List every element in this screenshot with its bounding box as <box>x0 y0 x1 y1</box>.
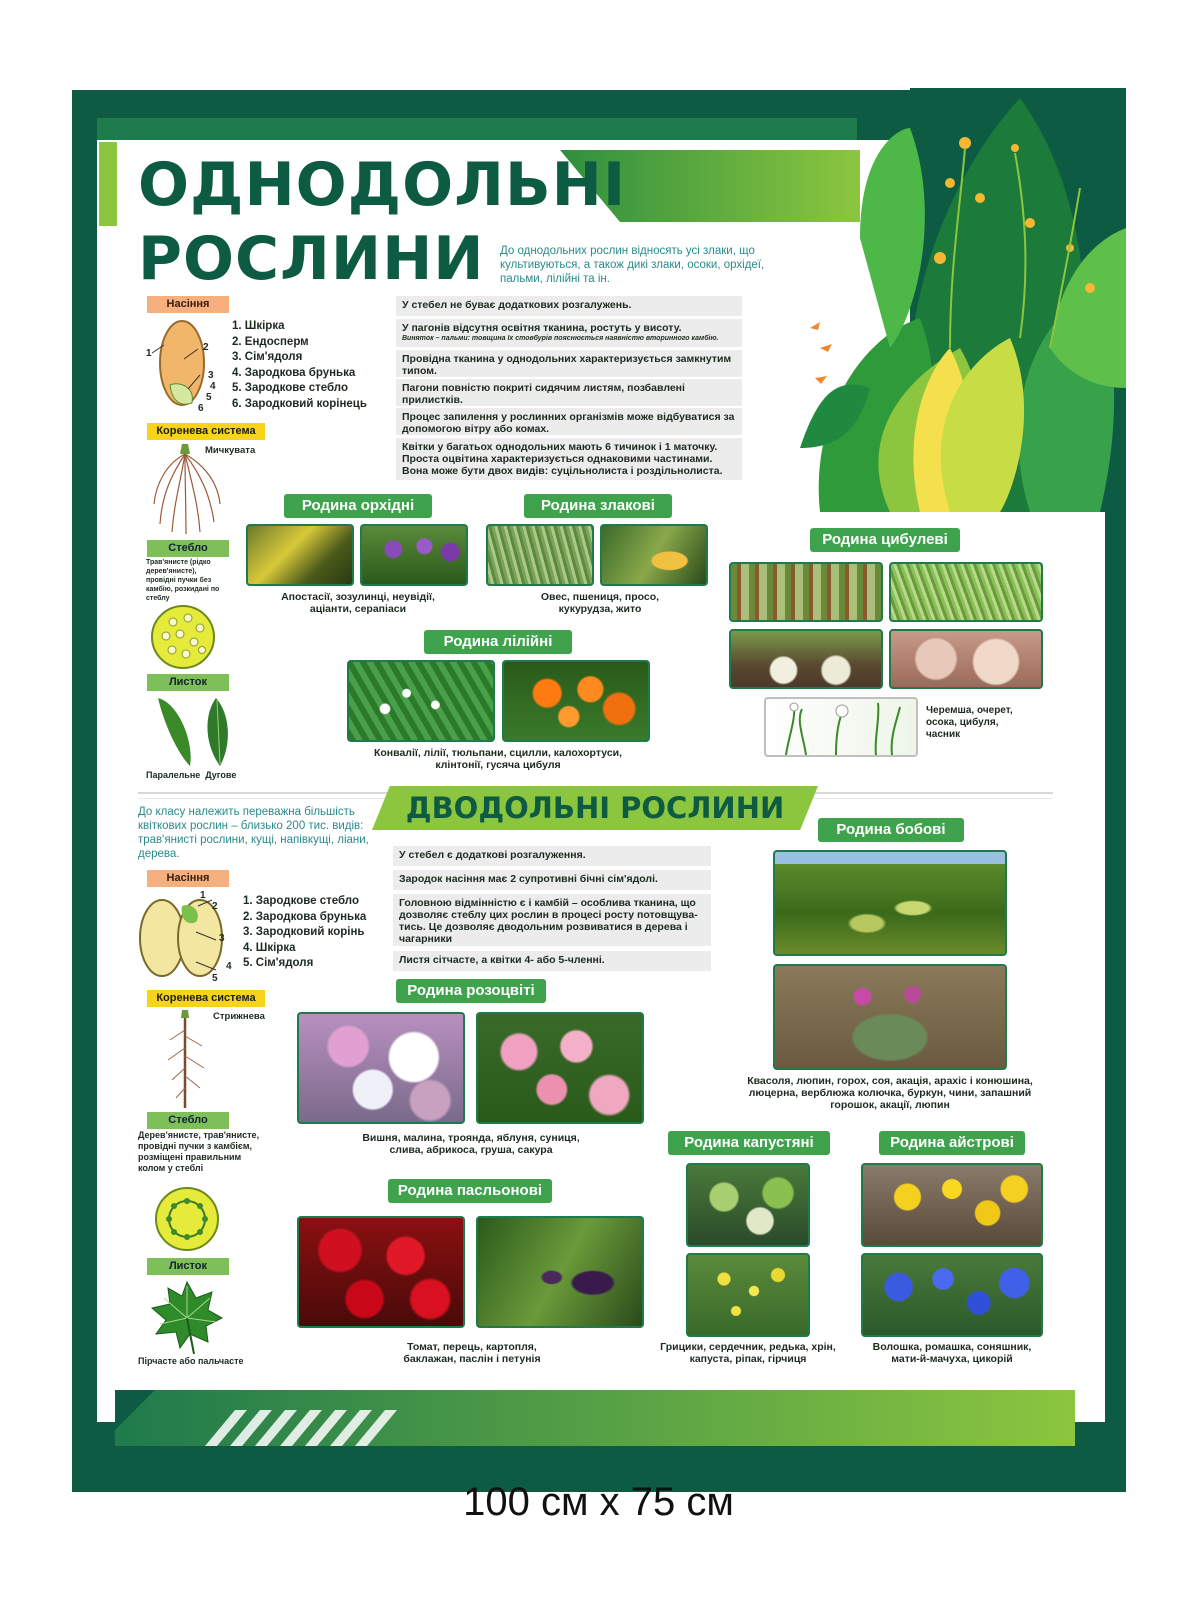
cabbage-photo-1 <box>686 1163 810 1247</box>
lily-caption: Конвалії, лілії, тюльпани, сцилли, калохортуси, клінтонії, гусяча цибуля <box>373 747 623 771</box>
dicot-seed-num-3: 3 <box>219 933 225 944</box>
foliage-illustration <box>800 88 1126 512</box>
grass-caption: Овес, пшениця, просо, кукурудза, жито <box>540 591 660 615</box>
family-lily-label: Родина лілійні <box>424 630 572 654</box>
dicot-seed-num-4: 4 <box>226 961 232 972</box>
rose-caption: Вишня, малина, троянда, яблуня, суниця, слива, абрикоса, груша, сакура <box>362 1132 580 1156</box>
monocot-seed-badge: Насіння <box>147 296 229 313</box>
monocot-seed-num-2: 2 <box>203 342 209 353</box>
dicot-leaf-icon <box>150 1278 224 1354</box>
list-item: 5. Зародкове стебло <box>232 382 348 394</box>
nightshade-photo-1 <box>297 1216 465 1328</box>
lily-photo-1 <box>347 660 495 742</box>
legume-caption: Квасоля, люпин, горох, соя, акація, арахіс і конюшина, люцерна, верблюжа колючка, буркун, чини, запашний горошок, акації, люпин <box>747 1075 1033 1111</box>
onion-photo-1 <box>729 562 883 622</box>
dicot-stem-crosssection-icon <box>152 1186 222 1252</box>
list-item: 4. Шкірка <box>243 941 296 954</box>
rose-photo-2 <box>476 1012 644 1124</box>
aster-photo-1 <box>861 1163 1043 1247</box>
list-item: 5. Сім'ядоля <box>243 957 314 969</box>
dicot-root-badge: Коренева система <box>147 990 265 1007</box>
monocot-seed-num-1: 1 <box>146 348 152 359</box>
list-item: 1. Шкірка <box>232 320 285 332</box>
monocot-leaf-badge: Листок <box>147 674 229 691</box>
title-accent-bar <box>99 142 117 226</box>
top-strip <box>97 118 857 140</box>
dicot-title: ДВОДОЛЬНІ РОСЛИНИ <box>405 791 785 825</box>
monocot-stem-crosssection-icon <box>148 604 218 670</box>
list-item: 1. Зародкове стебло <box>243 895 359 907</box>
monocot-stem-text: Трав'янисте (рідко дерев'янисте), провідні пучки без камбію, розкидані по стеблу <box>146 559 220 602</box>
family-rose-label: Родина розоцвіті <box>396 979 546 1003</box>
monocot-seed-parts <box>232 319 367 412</box>
onion-photo-5 <box>764 697 918 757</box>
family-cabbage-label: Родина капустяні <box>668 1131 830 1155</box>
poster-size-label: 100 см х 75 см <box>463 1480 734 1524</box>
dicot-seed-parts <box>243 894 366 972</box>
dicot-seed-badge: Насіння <box>147 870 229 887</box>
monocot-fact-3: Провідна тканина у однодольних характеризується замкнутим типом. <box>396 350 742 377</box>
dicot-seed-num-1: 1 <box>200 890 206 901</box>
list-item: 3. Сім'ядоля <box>232 351 303 363</box>
monocot-fact-4: Пагони повністю покриті сидячим листям, позбавлені прилистків. <box>396 379 742 406</box>
onion-caption: Черемша, очерет, осока, цибуля, часник <box>926 705 1013 740</box>
monocot-seed-num-3: 3 <box>208 370 214 381</box>
dicot-stem-text: Дерев'янисте, трав'янисте, провідні пучки з камбієм, розміщені правильним колом у стеблі <box>138 1130 260 1173</box>
monocot-root-type: Мичкувата <box>205 445 256 456</box>
monocot-seed-num-5: 5 <box>206 392 212 403</box>
dicot-fact-1: У стебел є додаткові розгалуження. <box>393 846 711 866</box>
fibrous-root-icon <box>152 444 222 536</box>
family-legume-label: Родина бобові <box>818 818 964 842</box>
dicot-leaf-types: Пірчасте або пальчасте <box>138 1356 244 1366</box>
cabbage-caption: Грицики, сердечник, редька, хрін, капуста, ріпак, гірчиця <box>660 1341 836 1365</box>
list-item: 3. Зародковий корінь <box>243 926 365 938</box>
title-line-1: ОДНОДОЛЬНІ <box>138 150 627 220</box>
list-item: 6. Зародковий корінець <box>232 397 367 410</box>
legume-photo-1 <box>773 850 1007 956</box>
family-orchid-label: Родина орхідні <box>284 494 432 518</box>
monocot-leaf-icons <box>150 694 234 768</box>
monocot-seed-num-4: 4 <box>210 381 216 392</box>
monocot-seed-diagram <box>140 315 230 415</box>
lily-photo-2 <box>502 660 650 742</box>
cabbage-photo-2 <box>686 1253 810 1337</box>
dicot-fact-4: Листя сітчасте, а квітки 4- або 5-членні. <box>393 951 711 971</box>
onion-photo-2 <box>889 562 1043 622</box>
aster-photo-2 <box>861 1253 1043 1337</box>
nightshade-caption: Томат, перець, картопля, баклажан, паслін і петунія <box>403 1341 541 1365</box>
list-item: 2. Зародкова брунька <box>243 910 367 923</box>
dicot-fact-3: Головною відмінністю є і камбій – особлива тканина, що дозволяє стеблу цих рослин в процесі росту потовщува-тись. Це дозволяє дводольним розвиватися в дерева і чагарники <box>393 894 711 946</box>
dicot-seed-num-5: 5 <box>212 973 218 984</box>
title-line-2: РОСЛИНИ <box>138 224 485 294</box>
dicot-fact-2: Зародок насіння має 2 супротивні бічні сім'ядолі. <box>393 870 711 890</box>
monocot-fact-6: Квітки у багатьох однодольних мають 6 тичинок і 1 маточку. Проста оцвітина характеризується однаковими частинами. Вона може бути двох видів: суцільнолиста і роздільнолиста. <box>396 438 742 480</box>
monocot-intro: До однодольних рослин відносять усі злаки, що культивуються, а також дикі злаки, осоки, орхідеї, пальми, лілійні та ін. <box>500 245 765 285</box>
dicot-seed-num-2: 2 <box>212 901 218 912</box>
rose-photo-1 <box>297 1012 465 1124</box>
nightshade-photo-2 <box>476 1216 644 1328</box>
orchid-photo-1 <box>246 524 354 586</box>
family-onion-label: Родина цибулеві <box>810 528 960 552</box>
monocot-fact-5: Процес запилення у рослинних організмів може відбуватися за допомогою вітру або комах. <box>396 408 742 435</box>
dicot-leaf-badge: Листок <box>147 1258 229 1275</box>
grass-photo-2 <box>600 524 708 586</box>
monocot-fact-2: У пагонів відсутня освітня тканина, ростуть у висоту. Виняток – пальми: товщина їх стовбурів пояснюється наявністю вторинного камбію. <box>396 319 742 347</box>
family-grass-label: Родина злакові <box>524 494 672 518</box>
grass-photo-1 <box>486 524 594 586</box>
list-item: 2. Ендосперм <box>232 335 309 348</box>
monocot-root-badge: Коренева система <box>147 423 265 440</box>
dicot-stem-badge: Стебло <box>147 1112 229 1129</box>
family-nightshade-label: Родина пасльонові <box>388 1179 552 1203</box>
monocot-leaf-types: Паралельне Дугове <box>146 770 237 780</box>
onion-photo-3 <box>729 629 883 689</box>
list-item: 4. Зародкова брунька <box>232 366 356 379</box>
onion-photo-4 <box>889 629 1043 689</box>
orchid-caption: Апостасії, зозулинці, неувідії, аціанти, серапіаси <box>281 591 435 615</box>
monocot-seed-num-6: 6 <box>198 403 204 414</box>
monocot-fact-1: У стебел не буває додаткових розгалужень. <box>396 296 742 316</box>
tap-root-icon <box>162 1010 208 1110</box>
aster-caption: Волошка, ромашка, соняшник, мати-й-мачуха, цикорій <box>872 1341 1032 1365</box>
orchid-photo-2 <box>360 524 468 586</box>
legume-photo-2 <box>773 964 1007 1070</box>
bottom-stripes <box>115 1390 1075 1446</box>
dicot-intro: До класу належить переважна більшість квіткових рослин – близько 200 тис. видів: трав'янисті рослини, кущі, напівкущі, ліани, дерева. <box>138 806 369 860</box>
dicot-root-type: Стрижнева <box>213 1011 265 1022</box>
family-aster-label: Родина айстрові <box>879 1131 1025 1155</box>
monocot-stem-badge: Стебло <box>147 540 229 557</box>
